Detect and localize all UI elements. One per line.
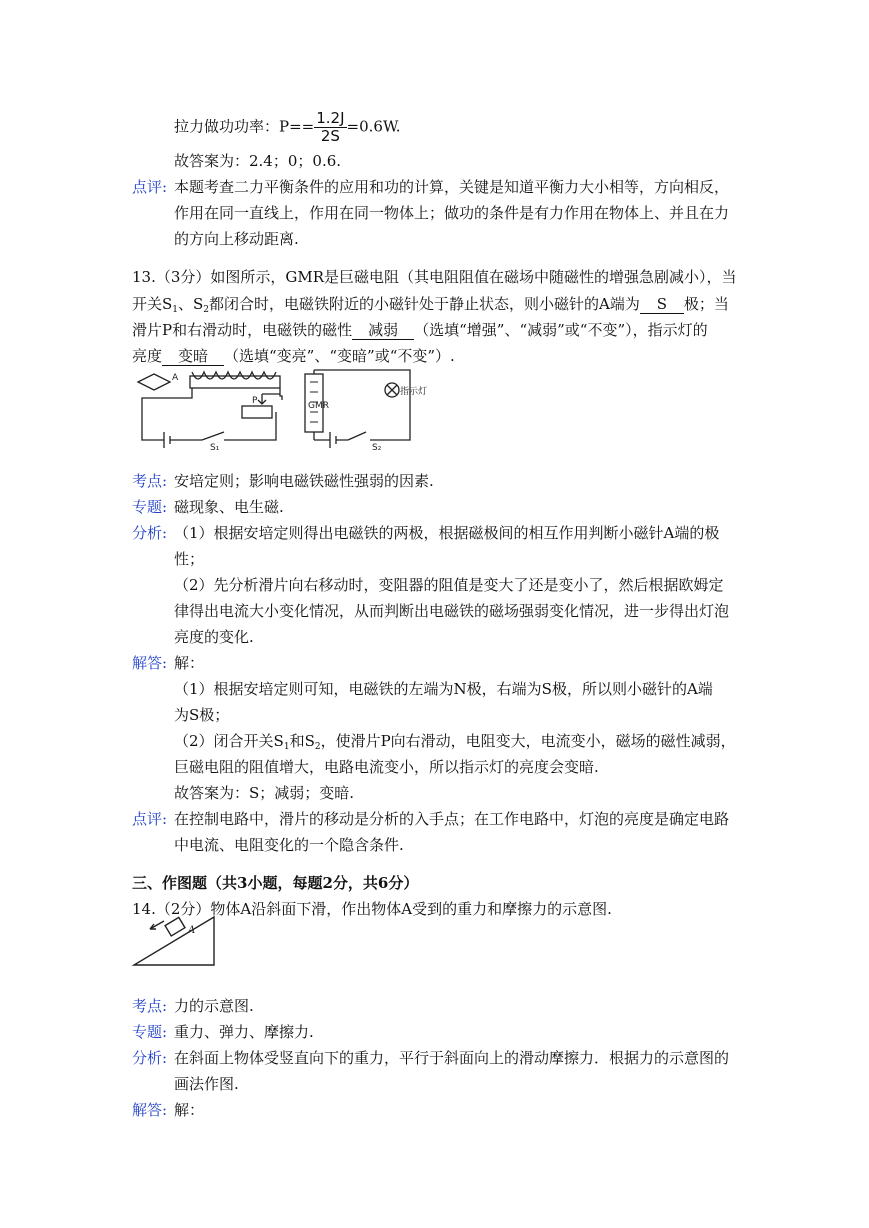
q13-jieda-0: 解： bbox=[174, 654, 205, 672]
fraction-numerator: 1.2J bbox=[316, 109, 345, 127]
switch-s2 bbox=[348, 432, 366, 440]
q13-kaodian: 安培定则；影响电磁铁磁性强弱的因素. bbox=[174, 472, 434, 490]
prev-comment-line-2: 作用在同一直线上，作用在同一物体上；做功的条件是有力作用在物体上、并且在力 bbox=[174, 204, 730, 222]
q13-line-2: 开关$S_1$、$S_2$都闭合时，电磁铁附近的小磁针处于静止状态，则小磁针的A端为 S 极；当 bbox=[132, 295, 729, 315]
fig-label-s1: S₁ bbox=[210, 443, 220, 453]
electromagnet-core bbox=[190, 376, 280, 388]
q13-dianping-label: 点评: bbox=[132, 810, 168, 828]
q14-line-1: 14.（2分）物体A沿斜面下滑，作出物体A受到的重力和摩擦力的示意图. bbox=[132, 900, 612, 918]
rheostat bbox=[242, 406, 272, 418]
q13-line-1: 13.（3分）如图所示，GMR是巨磁电阻（其电阻阻值在磁场中随磁性的增强急剧减小），当 bbox=[132, 268, 737, 286]
fig-label-gmr: GMR bbox=[308, 401, 329, 411]
q13-fenxi-2: 性； bbox=[174, 550, 205, 568]
fig-label-s2: S₂ bbox=[372, 443, 382, 453]
prev-comment-label: 点评: bbox=[132, 178, 168, 196]
q14-jieda-0: 解： bbox=[174, 1101, 205, 1119]
q13-jieda-5: 故答案为：S；减弱；变暗. bbox=[174, 784, 355, 802]
q13-fenxi-4: 律得出电流大小变化情况，从而判断出电磁铁的磁场强弱变化情况，进一步得出灯泡 bbox=[174, 602, 730, 620]
q14-zhuanti-label: 专题: bbox=[132, 1023, 168, 1041]
q13-dianping-1: 在控制电路中，滑片的移动是分析的入手点；在工作电路中，灯泡的亮度是确定电路 bbox=[174, 810, 730, 828]
circuit-figure bbox=[130, 370, 428, 453]
compass-needle bbox=[138, 374, 170, 390]
fig-label-a: A bbox=[188, 925, 196, 936]
q13-jieda-4: 巨磁电阻的阻值增大，电路电流变小，所以指示灯的亮度会变暗. bbox=[174, 758, 599, 776]
answer-blank-2: 减弱 bbox=[352, 321, 414, 340]
q14-jieda-label: 解答: bbox=[132, 1101, 168, 1119]
q13-zhuanti: 磁现象、电生磁. bbox=[174, 498, 284, 516]
q13-zhuanti-label: 专题: bbox=[132, 498, 168, 516]
section-3-title: 三、作图题（共3小题，每题2分，共6分） bbox=[132, 874, 419, 892]
q13-kaodian-label: 考点: bbox=[132, 472, 168, 490]
fraction-denominator: 2S bbox=[320, 127, 340, 145]
q13-fenxi-3: （2）先分析滑片向右移动时，变阻器的阻值是变大了还是变小了，然后根据欧姆定 bbox=[174, 576, 724, 594]
q13-line-3: 滑片P和右滑动时，电磁铁的磁性 减弱 （选填“增强”、“减弱”或“不变”），指示灯的 bbox=[132, 321, 708, 339]
q13-fenxi-5: 亮度的变化. bbox=[174, 628, 254, 646]
fig-label-lamp: 指示灯 bbox=[400, 387, 428, 397]
q14-fenxi-1: 在斜面上物体受竖直向下的重力，平行于斜面向上的滑动摩擦力．根据力的示意图的 bbox=[174, 1049, 730, 1067]
q13-jieda-label: 解答: bbox=[132, 654, 168, 672]
q13-jieda-2: 为S极； bbox=[174, 706, 230, 724]
incline-figure bbox=[130, 915, 245, 970]
power-prefix: 拉力做功功率：P== bbox=[174, 117, 315, 136]
q13-fenxi-label: 分析: bbox=[132, 524, 168, 542]
incline-triangle bbox=[134, 917, 214, 965]
q14-fenxi-2: 画法作图. bbox=[174, 1075, 239, 1093]
fig-label-a: A bbox=[172, 373, 179, 383]
q14-kaodian: 力的示意图. bbox=[174, 997, 254, 1015]
answer-blank-3: 变暗 bbox=[162, 347, 224, 366]
q13-jieda-3: （2）闭合开关$S_1$和$S_2$，使滑片P向右滑动，电阻变大，电流变小，磁场的磁性减弱， bbox=[174, 732, 736, 752]
fraction bbox=[314, 110, 346, 145]
motion-arrow bbox=[150, 921, 164, 929]
q14-zhuanti: 重力、弹力、摩擦力. bbox=[174, 1023, 314, 1041]
q14-fenxi-label: 分析: bbox=[132, 1049, 168, 1067]
q13-line-4: 亮度 变暗 （选填“变亮”、“变暗”或“不变”）. bbox=[132, 347, 455, 365]
power-suffix: =0.6W. bbox=[346, 117, 401, 136]
fig-label-p: P bbox=[252, 396, 258, 406]
prev-comment-line-3: 的方向上移动距离. bbox=[174, 230, 299, 248]
q13-jieda-1: （1）根据安培定则可知，电磁铁的左端为N极，右端为S极，所以则小磁针的A端 bbox=[174, 680, 713, 698]
power-formula-line bbox=[174, 110, 401, 145]
q14-kaodian-label: 考点: bbox=[132, 997, 168, 1015]
q13-fenxi-1: （1）根据安培定则得出电磁铁的两极，根据磁极间的相互作用判断小磁针A端的极 bbox=[174, 524, 720, 542]
prev-answer: 故答案为：2.4；0；0.6. bbox=[174, 152, 342, 170]
prev-comment-line-1: 本题考查二力平衡条件的应用和功的计算，关键是知道平衡力大小相等，方向相反， bbox=[174, 178, 730, 196]
block-a bbox=[165, 917, 185, 936]
answer-blank-1: S bbox=[640, 295, 684, 314]
q13-dianping-2: 中电流、电阻变化的一个隐含条件. bbox=[174, 836, 404, 854]
switch-s1 bbox=[202, 432, 224, 440]
